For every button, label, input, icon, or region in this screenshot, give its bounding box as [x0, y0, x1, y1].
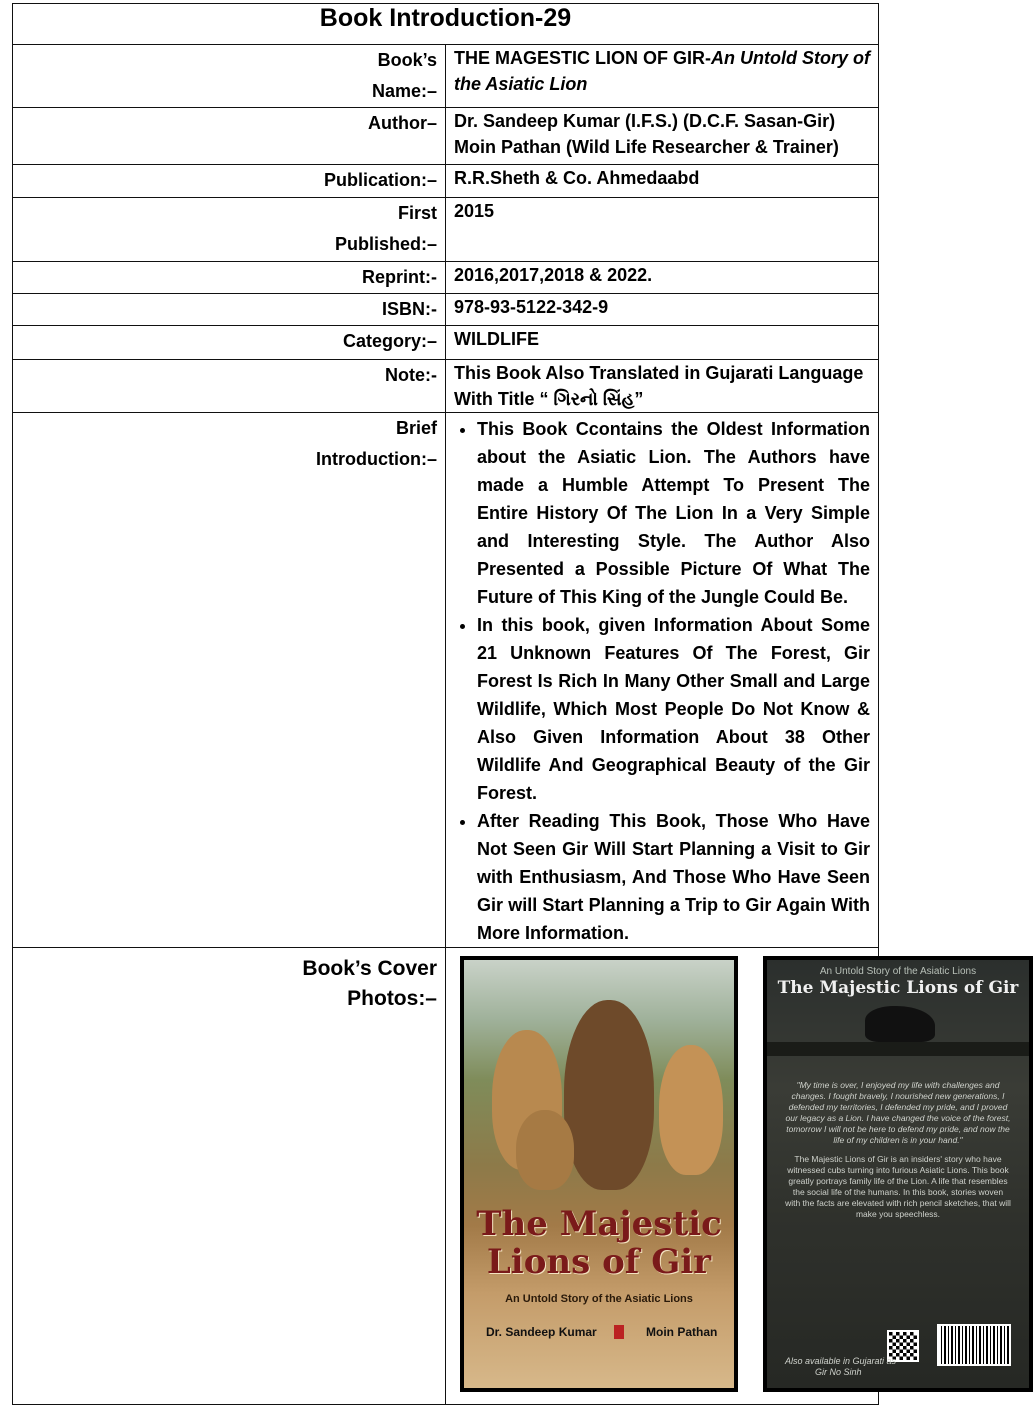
- row-brief-introduction: [13, 413, 879, 948]
- label-first-1: First: [397, 203, 437, 223]
- value-isbn: 978-93-5122-342-9: [446, 294, 879, 326]
- row-author: [13, 108, 879, 165]
- book-title: THE MAGESTIC LION OF GIR-: [454, 48, 711, 68]
- lion-silhouette-icon: [865, 1006, 935, 1042]
- back-cover-title: The Majestic Lions of Gir: [777, 978, 1019, 998]
- front-cover-photo: [460, 956, 738, 1392]
- back-footer-1: Also available in Gujarati as: [785, 1356, 897, 1366]
- value-cover-photos: [446, 948, 1019, 1405]
- row-first-published: [13, 198, 879, 262]
- front-author-left: Dr. Sandeep Kumar: [486, 1325, 597, 1339]
- label-book-name: [13, 45, 446, 108]
- back-cover-footer: [785, 1356, 896, 1378]
- row-note: [13, 360, 879, 413]
- label-book-name-2: Name:–: [371, 81, 437, 101]
- info-table: [12, 3, 1019, 1405]
- value-brief: [446, 413, 879, 948]
- brief-item-1: • This Book Ccontains the Oldest Information about the Asiatic Lion. The Authors have made a Humble Attempt To Present The Entire History Of The Lion In a Very Simple and Interesting Style. The Author Also Presented a Possible Picture Of What The Future of This King of the Jungle Could Be.: [477, 415, 870, 611]
- brief-item-3: • After Reading This Book, Those Who Have Not Seen Gir Will Start Planning a Visit to Gir with Enthusiasm, And Those Who Have Seen Gir will Start Planning a Trip to Gir Again With More Information.: [477, 807, 870, 947]
- label-publication: Publication:–: [13, 165, 446, 198]
- front-cover-title: [464, 1205, 734, 1281]
- label-author: Author–: [13, 108, 446, 165]
- brief-list: [450, 415, 870, 947]
- label-book-name-1: Book’s: [377, 50, 437, 70]
- front-title-1: The Majestic: [476, 1204, 722, 1244]
- label-note: Note:-: [13, 360, 446, 413]
- label-isbn: ISBN:-: [13, 294, 446, 326]
- label-cover-2: Photos:–: [347, 987, 437, 1010]
- label-cover-1: Book’s Cover: [302, 957, 437, 980]
- label-brief-2: Introduction:–: [316, 449, 437, 469]
- author-1: Dr. Sandeep Kumar (I.F.S.) (D.C.F. Sasan-Gir): [454, 111, 836, 131]
- label-cover: [13, 948, 446, 1405]
- value-note: This Book Also Translated in Gujarati Language With Title “ ગિરનો સિંહ”: [446, 360, 879, 413]
- lion-figure: [516, 1110, 574, 1190]
- back-cover-quote: "My time is over, I enjoyed my life with challenges and changes. I fought bravely, I nourished new generations, I defended my territories, I defended my pride, and I proved our legacy as a Lion. I have changed the voice of the forest, tomorrow I will not be here to defend my pride, and now the life of my children is in your hand.": [785, 1080, 1011, 1145]
- label-brief-1: Brief: [395, 418, 437, 438]
- value-category: WILDLIFE: [446, 326, 879, 360]
- value-book-name: [446, 45, 879, 108]
- lion-figure: [564, 1000, 654, 1190]
- label-brief: [13, 413, 446, 948]
- label-reprint: Reprint:-: [13, 262, 446, 294]
- front-title-2: Lions of Gir: [486, 1242, 712, 1282]
- value-first-published: 2015: [446, 198, 879, 262]
- page-title: Book Introduction-29: [13, 4, 879, 45]
- row-reprint: [13, 262, 879, 294]
- label-first-2: Published:–: [334, 234, 437, 254]
- horizon-strip: [767, 1042, 1029, 1056]
- lion-figure: [659, 1045, 723, 1175]
- value-reprint: 2016,2017,2018 & 2022.: [446, 262, 879, 294]
- barcode-icon: [937, 1324, 1011, 1366]
- back-cover-subtitle: An Untold Story of the Asiatic Lions: [819, 966, 977, 977]
- brief-item-2: • In this book, given Information About Some 21 Unknown Features Of The Forest, Gir Forest Is Rich In Many Other Small and Large Wildlife, Which Most People Do Not Know & Also Given Information About 38 Other Wildlife And Geographical Beauty of the Gir Forest.: [477, 611, 870, 807]
- front-cover-subtitle: An Untold Story of the Asiatic Lions: [505, 1293, 693, 1305]
- book-subtitle: An Untold Story of the Asiatic Lion: [454, 48, 870, 94]
- value-author: [446, 108, 879, 165]
- label-first-published: [13, 198, 446, 262]
- back-cover-text: [785, 1080, 1011, 1220]
- row-category: [13, 326, 879, 360]
- author-2: Moin Pathan (Wild Life Researcher & Trainer): [454, 137, 839, 157]
- row-cover-photos: [13, 948, 879, 1405]
- front-author-right: Moin Pathan: [646, 1325, 718, 1339]
- title-row: [13, 4, 879, 45]
- back-cover-blurb: The Majestic Lions of Gir is an insiders' story who have witnessed cubs turning into furious Asiatic Lions. This book greatly portrays family life of the Lion. A life that resembles the social life of the humans. In this book, stories woven with the facts are elevated with rich pencil sketches, that will make you speechless.: [785, 1154, 1011, 1219]
- cover-photos: [446, 948, 1019, 1398]
- book-introduction-sheet: [12, 3, 1019, 1405]
- row-publication: [13, 165, 879, 198]
- row-book-name: [13, 45, 879, 108]
- row-isbn: [13, 294, 879, 326]
- label-category: Category:–: [13, 326, 446, 360]
- back-cover-photo: [763, 956, 1033, 1392]
- value-publication: R.R.Sheth & Co. Ahmedaabd: [446, 165, 879, 198]
- publisher-logo-icon: [614, 1325, 624, 1339]
- back-footer-2: Gir No Sinh: [815, 1367, 862, 1377]
